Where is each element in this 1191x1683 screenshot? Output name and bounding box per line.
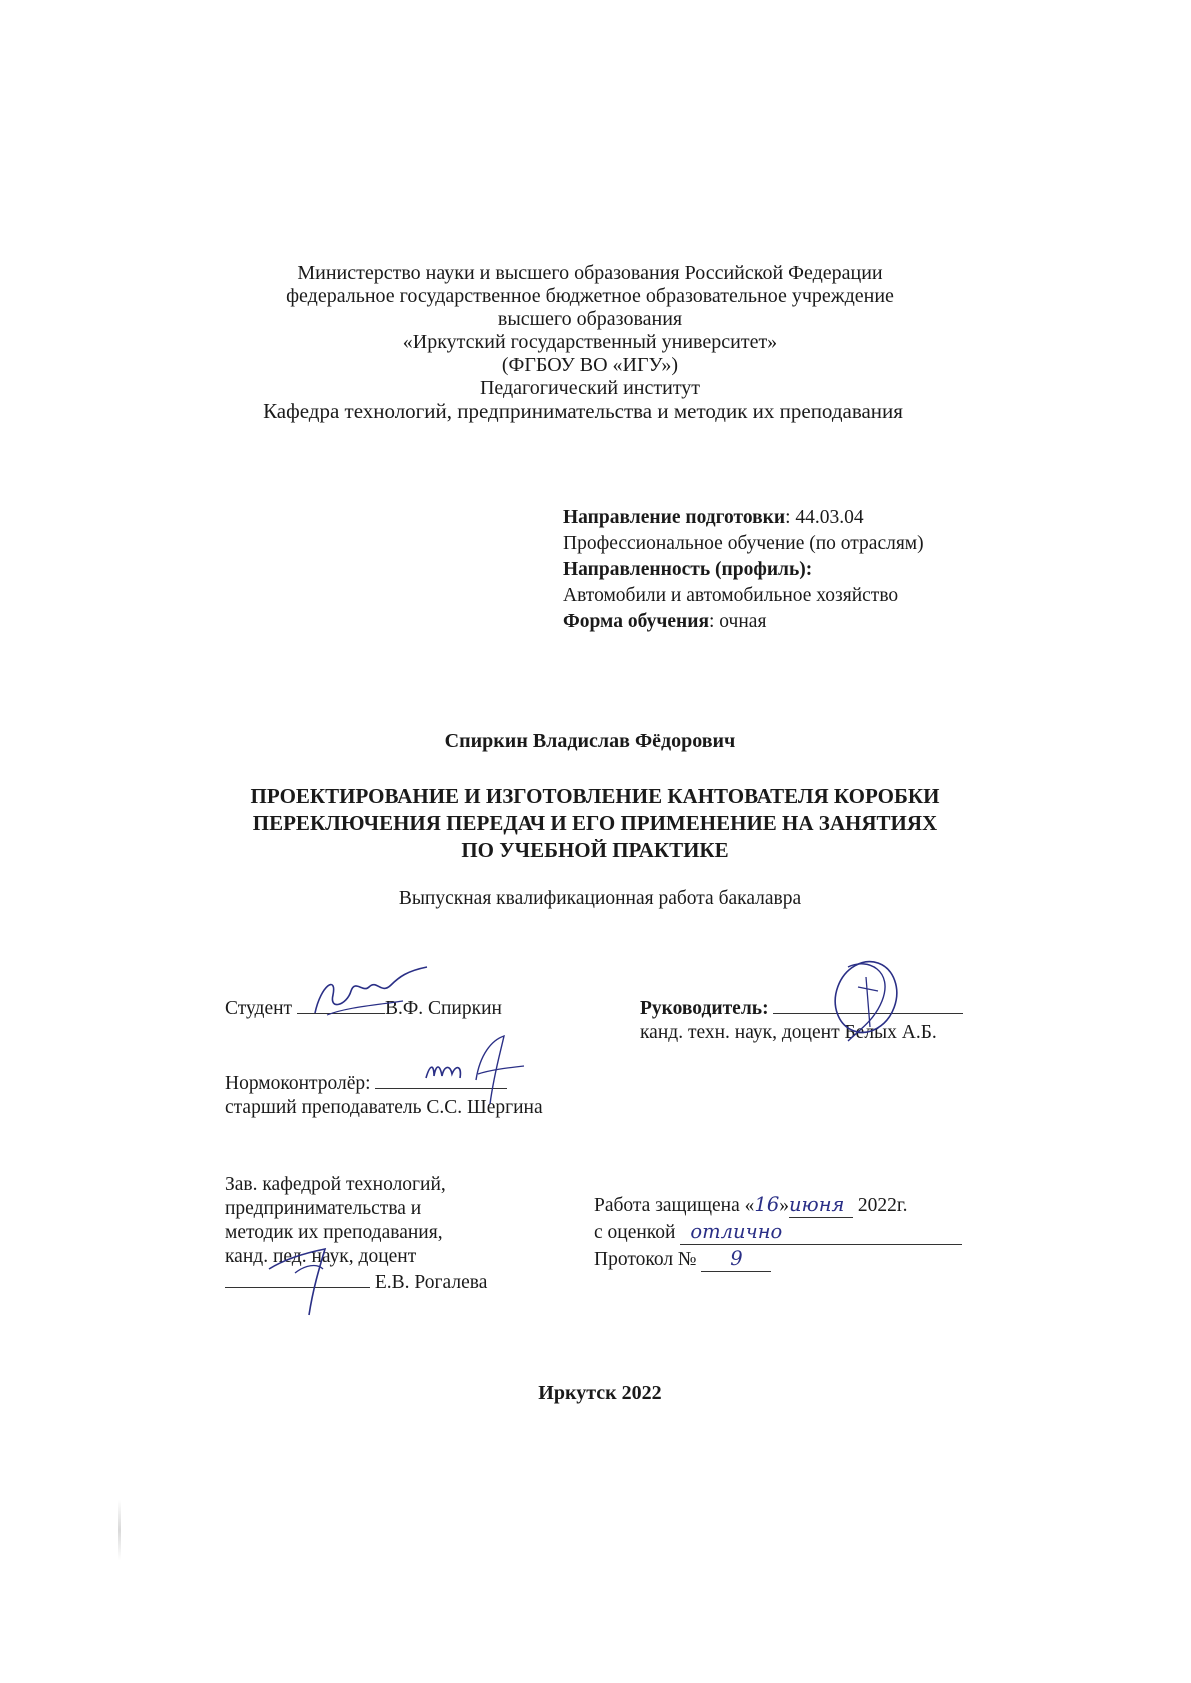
university-abbr: (ФГБОУ ВО «ИГУ») xyxy=(501,354,679,376)
supervisor-signature xyxy=(818,947,928,1047)
scan-edge-shadow xyxy=(118,1500,121,1560)
student-name: В.Ф. Спиркин xyxy=(384,998,502,1019)
thesis-title-line-3: ПО УЧЕБНОЙ ПРАКТИКЕ xyxy=(461,838,729,862)
normocontroller-label: Нормоконтролёр: xyxy=(225,1073,371,1094)
profile-label: Направленность (профиль): xyxy=(563,559,813,580)
head-line-4: канд. пед. наук, доцент xyxy=(225,1246,417,1267)
student-signature-block xyxy=(225,995,502,1021)
defense-month: июня xyxy=(789,1193,853,1218)
head-of-department-block xyxy=(225,1173,487,1295)
protocol-label: Протокол № xyxy=(594,1249,697,1270)
author-name: Спиркин Владислав Фёдорович xyxy=(444,730,736,752)
direction-code: : 44.03.04 xyxy=(785,507,864,528)
head-name: Е.В. Рогалева xyxy=(374,1272,488,1293)
department-name: Кафедра технологий, предпринимательства и методик их преподавания xyxy=(263,399,903,423)
form-value: : очная xyxy=(709,611,767,632)
supervisor-label: Руководитель: xyxy=(640,998,769,1019)
defense-prefix: Работа защищена « xyxy=(594,1195,755,1216)
institution-type-line: федеральное государственное бюджетное образовательное учреждение xyxy=(286,285,894,307)
thesis-title-line-2: ПЕРЕКЛЮЧЕНИЯ ПЕРЕДАЧ И ЕГО ПРИМЕНЕНИЕ НА ЗАНЯТИЯХ xyxy=(252,811,938,835)
student-signature xyxy=(307,965,437,1025)
normocontroller-signature-block xyxy=(225,1070,543,1120)
grade-value: отлично xyxy=(680,1220,962,1245)
profile-value: Автомобили и автомобильное хозяйство xyxy=(563,585,899,606)
head-line-1: Зав. кафедрой технологий, xyxy=(225,1174,446,1195)
work-type: Выпускная квалификационная работа бакалавра xyxy=(398,888,802,909)
education-level-line: высшего образования xyxy=(497,308,683,330)
supervisor-position: канд. техн. наук, доцент Белых А.Б. xyxy=(640,1022,937,1043)
normocontroller-position: старший преподаватель С.С. Шергина xyxy=(225,1097,543,1118)
defense-info-block: Работа защищена «16»июня 2022г. с оценкой отлично Протокол № 9 xyxy=(594,1193,962,1272)
ministry-line: Министерство науки и высшего образования Российской Федерации xyxy=(297,262,883,284)
normocontroller-signature xyxy=(420,1034,530,1114)
city-year: Иркутск 2022 xyxy=(538,1382,662,1404)
study-info xyxy=(563,505,983,635)
protocol-number: 9 xyxy=(701,1247,771,1272)
head-line-3: методик их преподавания, xyxy=(225,1222,443,1243)
direction-label: Направление подготовки xyxy=(563,507,786,528)
defense-day: 16 xyxy=(754,1193,780,1216)
institution-header xyxy=(240,262,940,423)
thesis-title-line-1: ПРОЕКТИРОВАНИЕ И ИЗГОТОВЛЕНИЕ КАНТОВАТЕЛЯ КОРОБКИ xyxy=(250,784,940,808)
thesis-title xyxy=(215,783,975,864)
form-label: Форма обучения xyxy=(563,611,710,632)
university-name: «Иркутский государственный университет» xyxy=(402,331,778,353)
student-label: Студент xyxy=(225,998,293,1019)
head-signature xyxy=(265,1239,355,1319)
direction-name: Профессиональное обучение (по отраслям) xyxy=(563,533,924,554)
grade-label: с оценкой xyxy=(594,1222,676,1243)
head-line-2: предпринимательства и xyxy=(225,1198,422,1219)
institute-name: Педагогический институт xyxy=(479,377,701,399)
defense-year: 2022г. xyxy=(857,1195,908,1216)
supervisor-signature-block xyxy=(640,995,963,1045)
